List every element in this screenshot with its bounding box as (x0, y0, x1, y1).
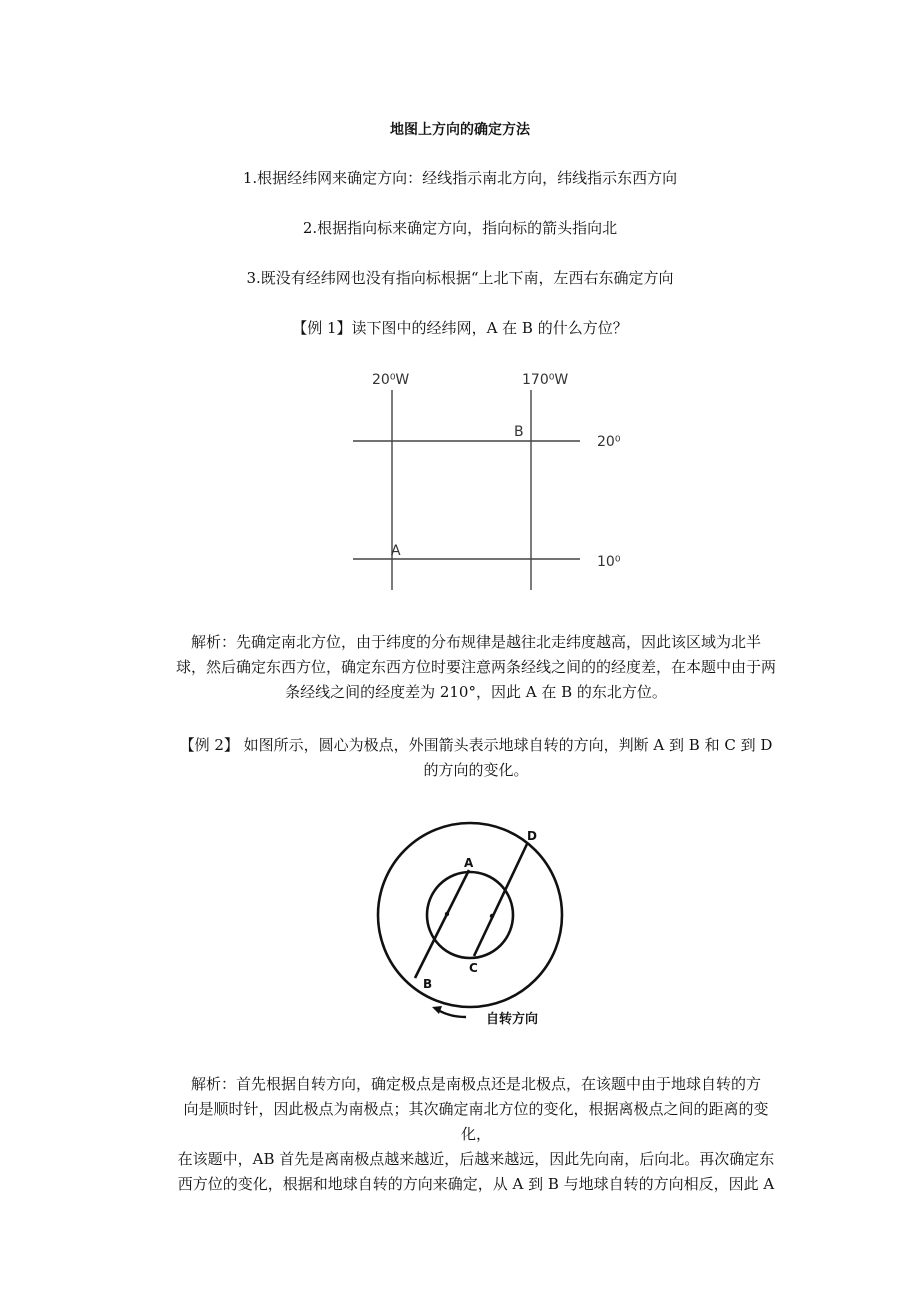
example-2-analysis (172, 1072, 780, 1197)
midpoint-ab (445, 912, 449, 916)
analysis-line: 条经线之间的经度差为 210°，因此 A 在 B 的东北方位。 (285, 683, 667, 701)
rotation-arrow-icon (438, 1010, 466, 1017)
analysis-line: 球，然后确定东西方位，确定东西方位时要注意两条经线之间的的经度差，在本题中由于两 (175, 658, 776, 676)
point-b-label: B (423, 977, 433, 991)
example-1-analysis (172, 630, 780, 705)
label-170w: 170⁰W (522, 372, 569, 388)
outer-circle (378, 823, 562, 1007)
point-a-label: A (391, 543, 401, 559)
rule-2: 2.根据指向标来确定方向，指向标的箭头指向北 (302, 219, 618, 237)
rotation-label: 自转方向 (486, 1012, 539, 1027)
line-cd (474, 844, 527, 956)
point-c-label: C (469, 961, 478, 975)
analysis-line: 解析：先确定南北方位，由于纬度的分布规律是越往北走纬度越高，因此该区域为北半 (190, 633, 761, 651)
question-line: 的方向的变化。 (423, 761, 529, 779)
rule-1: 1.根据经纬网来确定方向：经线指示南北方向，纬线指示东西方向 (242, 169, 678, 187)
inner-circle (427, 872, 513, 958)
point-d-label: D (527, 829, 537, 843)
analysis-line: 解析：首先根据自转方向，确定极点是南极点还是北极点，在该题中由于地球自转的方 (190, 1075, 761, 1093)
analysis-line: 西方位的变化，根据和地球自转的方向来确定，从 A 到 B 与地球自转的方向相反，因此 A (177, 1175, 775, 1193)
line-ab (415, 870, 469, 978)
example-2-question (172, 733, 780, 783)
rule-3: 3.既没有经纬网也没有指向标根据“上北下南，左西右东确定方向 (246, 269, 674, 287)
label-20w: 20⁰W (372, 372, 410, 388)
point-a-label: A (464, 856, 474, 870)
polar-figure (0, 810, 920, 1040)
analysis-line: 在该题中，AB 首先是离南极点越来越近，后越来越远，因此先向南，后向北。再次确定东 (177, 1150, 775, 1168)
page-title: 地图上方向的确定方法 (390, 122, 530, 138)
question-line: 【例 2】 如图所示，圆心为极点，外围箭头表示地球自转的方向，判断 A 到 B 和 C 到 D (179, 736, 773, 754)
label-lat-20: 20⁰ (597, 434, 621, 450)
midpoint-cd (490, 914, 494, 918)
analysis-line: 向是顺时针，因此极点为南极点；其次确定南北方位的变化，根据离极点之间的距离的变化， (183, 1100, 769, 1143)
example-1-question: 【例 1】读下图中的经纬网，A 在 B 的什么方位？ (292, 319, 628, 337)
label-lat-10: 10⁰ (597, 554, 621, 570)
point-b-label: B (514, 424, 524, 440)
graticule-figure (0, 360, 920, 600)
